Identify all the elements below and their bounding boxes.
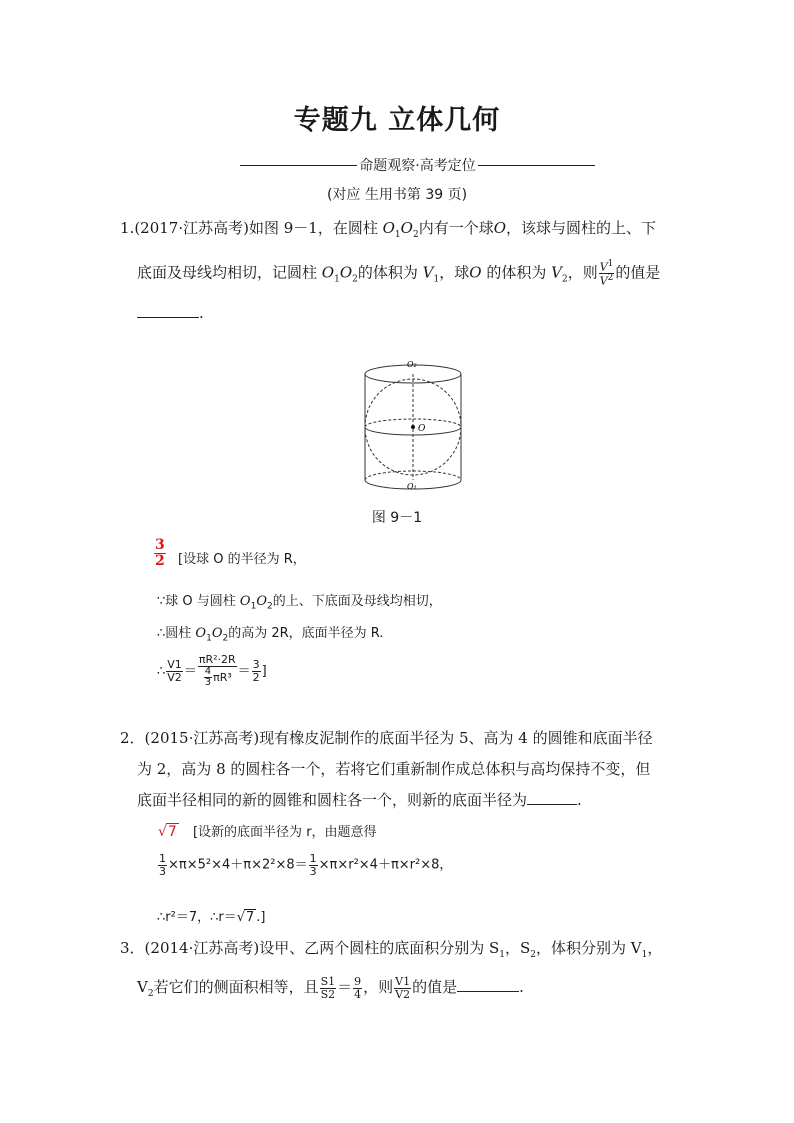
question-2-line-3 bbox=[137, 789, 582, 810]
text: 的体积为 bbox=[357, 263, 423, 282]
text: 若它们的侧面积相等，且 bbox=[153, 978, 319, 997]
text: 的体积为 bbox=[486, 263, 552, 282]
text: 的值是 bbox=[412, 978, 458, 997]
text: . bbox=[199, 304, 204, 322]
section-banner bbox=[240, 155, 595, 175]
question-1-line-3 bbox=[137, 303, 204, 322]
text: ×π×r²×4＋π×r²×8， bbox=[318, 857, 453, 873]
label-o: O bbox=[418, 424, 426, 434]
label-o2: O₂ bbox=[407, 360, 417, 369]
answer-1-line-3: ∴圆柱 $O_1O_2$的高为 2R，底面半径为 R. bbox=[157, 626, 384, 644]
text: ，则 bbox=[567, 263, 598, 282]
center-point bbox=[411, 425, 415, 429]
question-source: (2017·江苏高考) bbox=[134, 219, 249, 237]
fraction-one-third: $\frac{1}{3}$ bbox=[309, 852, 317, 878]
question-2-line-2: 为 2，高为 8 的圆柱各一个，若将它们重新制作成总体积与高均保持不变，但 bbox=[137, 760, 651, 778]
fraction-result: $\frac{3}{2}$ bbox=[252, 658, 260, 684]
answer-1-line-1: [设球 O 的半径为 R， bbox=[178, 552, 306, 567]
symbol: O bbox=[493, 219, 507, 237]
text: 底面半径相同的新的圆锥和圆柱各一个，则新的底面半径为 bbox=[137, 791, 528, 809]
page-reference: (对应 生用书第 39 页) bbox=[326, 187, 468, 203]
text: ∴r²＝7，∴r＝ bbox=[157, 910, 237, 925]
answer-blank bbox=[527, 790, 577, 805]
figure-caption: 图 9－1 bbox=[371, 510, 423, 526]
text: ∴圆柱 bbox=[157, 626, 196, 641]
text: ∴ bbox=[157, 663, 166, 679]
cylinder-sphere-figure bbox=[360, 358, 470, 498]
fraction-v1-v2: $\frac{V1}{V2}$ bbox=[167, 658, 182, 684]
question-2-line-1: 2．(2015·江苏高考)现有橡皮泥制作的底面半径为 5、高为 4 的圆锥和底面半径 bbox=[120, 729, 653, 747]
text: ×π×5²×4＋π×2²×8＝ bbox=[168, 857, 308, 873]
text: . bbox=[519, 978, 524, 997]
answer-1-line-4: ∴ $\frac{V1}{V2}$ ＝ πR²·2R $\frac{4}{3}$ πR³ ＝ $\frac{3}{2}$ ] bbox=[157, 653, 267, 689]
fraction-s1-s2: $\frac{S1}{S2}$ bbox=[320, 975, 336, 1001]
text: 的上、下底面及母线均相切， bbox=[272, 594, 442, 609]
text: .] bbox=[256, 910, 266, 925]
text: 3．(2014·江苏高考)设甲、乙两个圆柱的底面积分别为 S bbox=[120, 939, 500, 957]
answer-value: √7 bbox=[158, 824, 177, 840]
answer-blank bbox=[457, 977, 519, 992]
text: 的高为 2R，底面半径为 R. bbox=[228, 626, 384, 641]
text: 的值是 bbox=[615, 263, 661, 282]
fraction-v1-v2: $\frac{V^1}{V^2}$ bbox=[599, 259, 614, 288]
banner-rule-left bbox=[240, 165, 357, 166]
answer-2-line-1 bbox=[158, 821, 377, 840]
text: ] bbox=[261, 663, 267, 679]
text: V bbox=[137, 978, 148, 997]
text: 底面及母线均相切，记圆柱 bbox=[137, 263, 322, 282]
text: ，则 bbox=[363, 978, 394, 997]
text: [设新的底面半径为 r，由题意得 bbox=[192, 825, 377, 840]
banner-text: 命题观察·高考定位 bbox=[359, 158, 476, 174]
banner-rule-right bbox=[478, 165, 595, 166]
answer-2-equation bbox=[157, 853, 452, 877]
text: 内有一个球 bbox=[418, 219, 494, 237]
question-1-line-1: 1.(2017·江苏高考)如图 9－1，在圆柱 $O_1O_2$内有一个球O，该球与圆柱的上、下 bbox=[120, 219, 657, 240]
text: ，该球与圆柱的上、下 bbox=[506, 219, 657, 237]
text: 如图 9－1，在圆柱 bbox=[248, 219, 383, 237]
answer-denominator: 2 bbox=[155, 553, 165, 570]
page-title: 专题九 立体几何 bbox=[293, 105, 501, 136]
text: . bbox=[577, 791, 582, 809]
text: ，球 bbox=[439, 263, 470, 282]
fraction-v1-v2: $\frac{V1}{V2}$ bbox=[395, 975, 411, 1001]
text: ，体积分别为 V bbox=[536, 939, 642, 957]
answer-2-line-3: ∴r²＝7，∴r＝√7 .] bbox=[157, 910, 266, 925]
fraction-9-4: $\frac{9}{4}$ bbox=[354, 975, 362, 1001]
answer-1-value bbox=[154, 538, 166, 570]
answer-numerator: 3 bbox=[155, 537, 165, 553]
question-3-line-2: $V_2$若它们的侧面积相等，且 $\frac{S1}{S2}$ ＝ $\frac{9}{4}$ ，则 $\frac{V1}{V2}$ 的值是 . bbox=[137, 975, 524, 1001]
question-number: 1. bbox=[120, 219, 135, 237]
question-3-line-1: 3．(2014·江苏高考)设甲、乙两个圆柱的底面积分别为 $S_1$，$S_2$，体积分别为 $V_1$， bbox=[120, 939, 663, 960]
text: ，S bbox=[504, 939, 531, 957]
answer-blank bbox=[137, 303, 199, 318]
label-o1: O₁ bbox=[407, 482, 417, 491]
answer-1-line-2: ∵球 O 与圆柱 $O_1O_2$的上、下底面及母线均相切， bbox=[157, 594, 442, 612]
fraction-one-third: $\frac{1}{3}$ bbox=[159, 852, 166, 878]
text: ∵球 O 与圆柱 bbox=[157, 594, 240, 609]
text: ， bbox=[647, 939, 663, 957]
question-1-line-2: 底面及母线均相切，记圆柱 $O_1O_2$的体积为 $V_1$，球O 的体积为 $V_2$，则 $\frac{V^1}{V^2}$ 的值是 bbox=[137, 259, 661, 288]
symbol: O bbox=[382, 219, 395, 237]
fraction-volume-ratio: πR²·2R $\frac{4}{3}$ πR³ bbox=[198, 653, 236, 689]
